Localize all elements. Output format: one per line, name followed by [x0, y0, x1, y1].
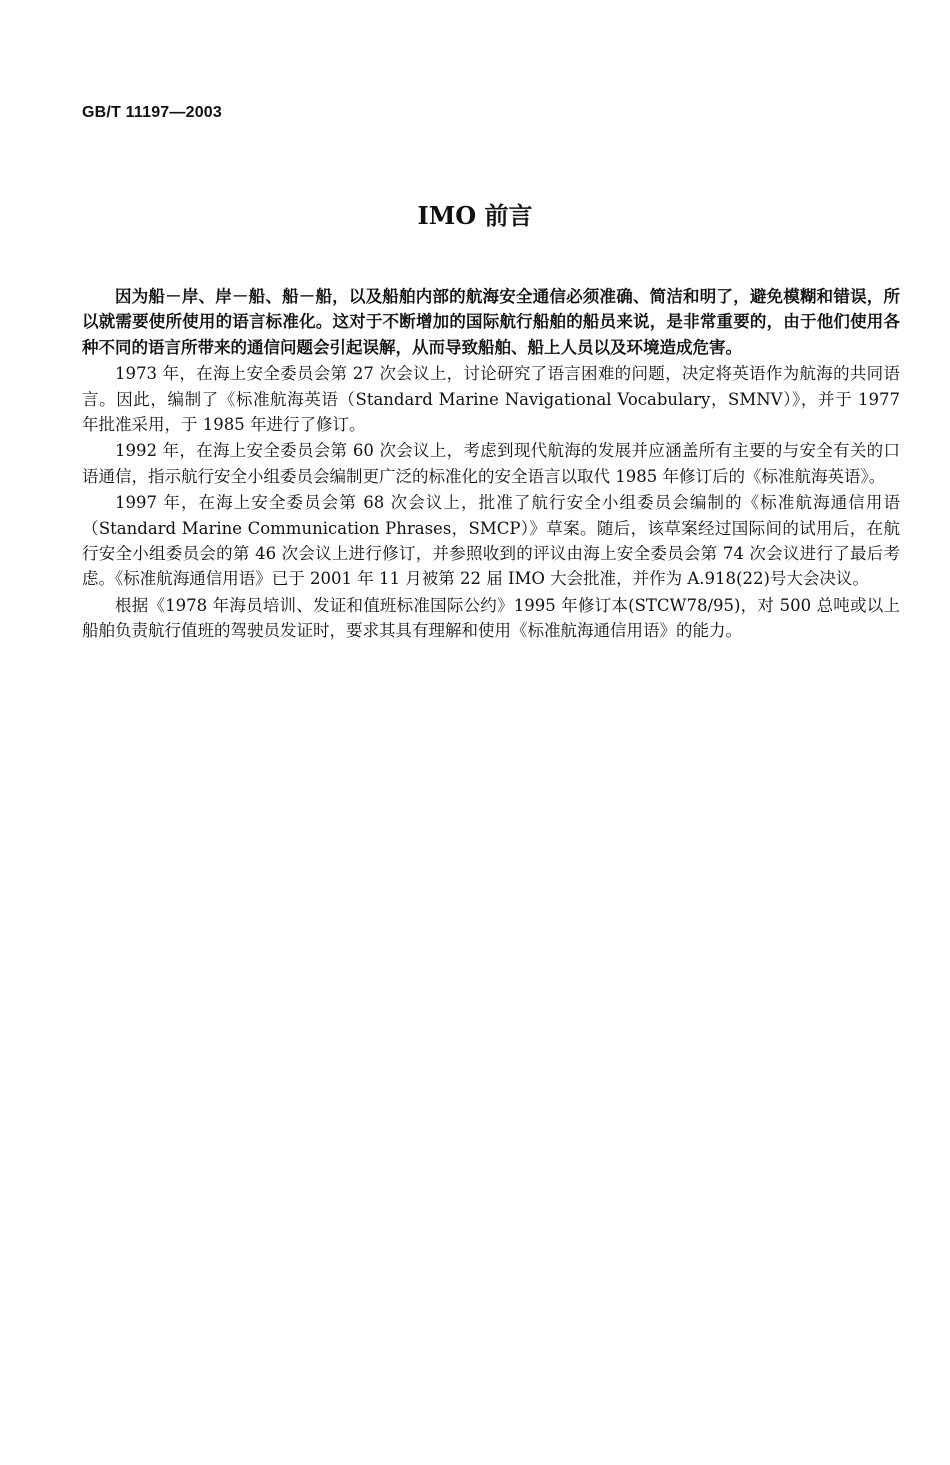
document-body: [82, 284, 900, 645]
paragraph-intro: 因为船－岸、岸－船、船－船，以及船舶内部的航海安全通信必须准确、简洁和明了，避免模糊和错误，所以就需要使所使用的语言标准化。这对于不断增加的国际航行船舶的船员来说，是非常重要的，由于他们使用各种不同的语言所带来的通信问题会引起误解，从而导致船舶、船上人员以及环境造成危害。: [82, 287, 900, 357]
standard-code: GB/T 11197—2003: [82, 104, 222, 121]
page-title: IMO 前言: [417, 201, 533, 230]
paragraph-1997: 1997 年，在海上安全委员会第 68 次会议上，批准了航行安全小组委员会编制的《标准航海通信用语（Standard Marine Communication Phrases，SMCP）》草案。随后，该草案经过国际间的试用后，在航行安全小组委员会的第 46 次会议上进行修订，并参照收到的评议由海上安全委员会第 74 次会议进行了最后考虑。《标准航海通信用语》已于 2001 年 11 月被第 22 届 IMO 大会批准，并作为 A.918(22)号大会决议。: [82, 493, 900, 589]
paragraph-1973: 1973 年，在海上安全委员会第 27 次会议上，讨论研究了语言困难的问题，决定将英语作为航海的共同语言。因此，编制了《标准航海英语（Standard Marine Navigational Vocabulary，SMNV）》，并于 1977 年批准采用，于 1985 年进行了修订。: [82, 364, 900, 435]
paragraph-stcw: 根据《1978 年海员培训、发证和值班标准国际公约》1995 年修订本(STCW78/95)，对 500 总吨或以上船舶负责航行值班的驾驶员发证时，要求其具有理解和使用《标准航海通信用语》的能力。: [82, 595, 900, 641]
paragraph-1992: 1992 年，在海上安全委员会第 60 次会议上，考虑到现代航海的发展并应涵盖所有主要的与安全有关的口语通信，指示航行安全小组委员会编制更广泛的标准化的安全语言以取代 1985 年修订后的《标准航海英语》。: [82, 441, 900, 486]
